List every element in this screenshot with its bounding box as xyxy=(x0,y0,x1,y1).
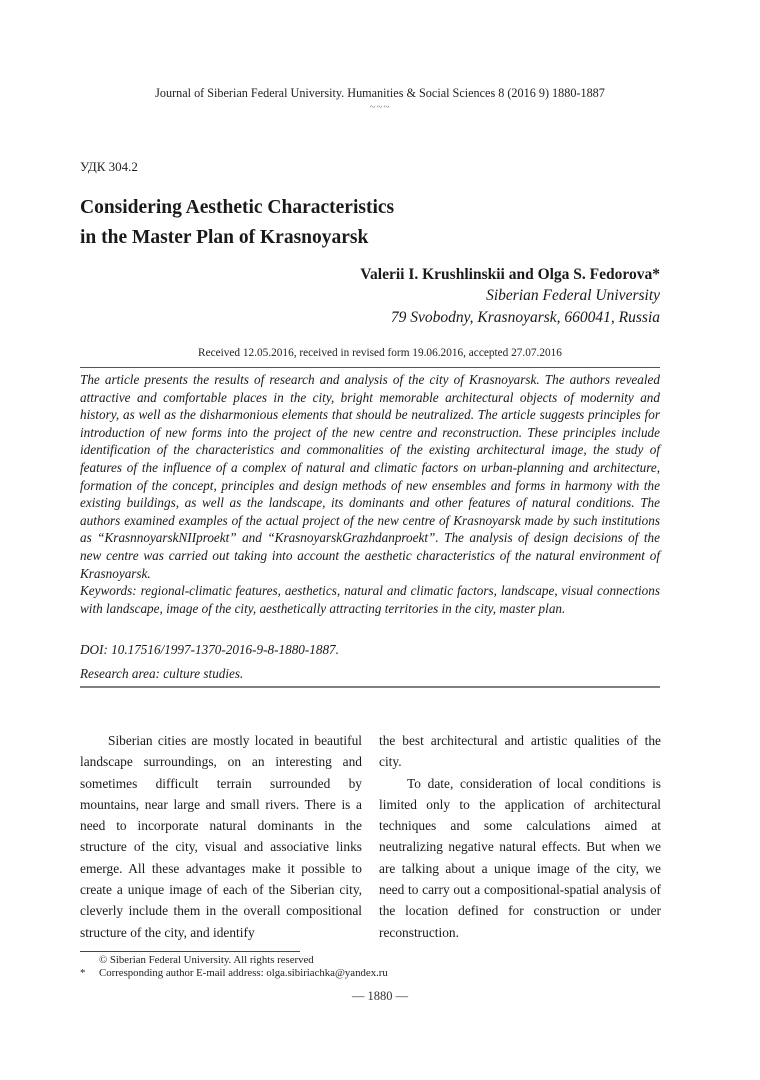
body-column-left xyxy=(80,730,362,943)
abstract: The article presents the results of research and analysis of the city of Krasnoyarsk. The authors revealed attractive and comfortable places in the city, bright memorable architectural objects of modernity and history, as well as the disharmonious elements that should be neutralized. The article suggests principles for introduction of new forms into the project of the new centre and reconstruction. These principles include identification of the characteristics and commonalities of the existing architectural image, the study of features of the influence of a complex of natural and climatic factors on urban-planning and architecture, formation of the concept, principles and design methods of new ensembles and forms in harmony with the existing buildings, as well as the landscape, its dominants and other features of natural conditions. The authors examined examples of the actual project of the new centre of Krasnoyarsk made by such institutions as “KrasnnoyarskNIIproekt” and “KrasnoyarskGrazhdanproekt”. The analysis of design decisions of the new centre was carried out taking into account the aesthetic characteristics of the natural environment of Krasnoyarsk. xyxy=(80,372,660,581)
footnote-rule xyxy=(80,951,300,952)
affiliation: Siberian Federal University xyxy=(486,287,660,304)
body-column-right xyxy=(379,730,661,943)
page-number: — 1880 — xyxy=(351,989,409,1003)
title-line-1: Considering Aesthetic Characteristics xyxy=(80,197,395,218)
abstract-top-rule xyxy=(80,367,660,368)
title-line-2: in the Master Plan of Krasnoyarsk xyxy=(80,227,369,248)
footnote-asterisk: * xyxy=(80,967,86,979)
keywords: Keywords: regional-climatic features, aesthetics, natural and climatic factors, landscape, visual connections with landscape, image of the city, aesthetically attracting territories in the city, master plan. xyxy=(80,583,660,616)
udk-code: УДК 304.2 xyxy=(80,159,138,174)
authors: Valerii I. Krushlinskii and Olga S. Fedorova* xyxy=(360,266,660,283)
body-paragraph: To date, consideration of local conditions is limited only to the application of architectural techniques and some calculations aimed at neutralizing negative natural effects. But when we are talking about a unique image of the city, we need to carry out a compositional-spatial analysis of the location defined for construction or under reconstruction. xyxy=(379,775,661,940)
corresponding-author-footnote: Corresponding author E-mail address: olga.sibiriachka@yandex.ru xyxy=(99,967,388,979)
article-title xyxy=(80,193,394,253)
copyright-footnote: © Siberian Federal University. All rights reserved xyxy=(99,954,314,966)
address: 79 Svobodny, Krasnoyarsk, 660041, Russia xyxy=(390,309,660,326)
body-paragraph: Siberian cities are mostly located in beautiful landscape surroundings, on an interesting and sometimes difficult terrain surrounded by mountains, near large and small rivers. There is a need to incorporate natural dominants in the structure of the city, visual and associative links emerge. All these advantages make it possible to create a unique image of each of the Siberian city, cleverly include them in the overall compositional structure of the city, and identify xyxy=(80,733,362,940)
body-paragraph: the best architectural and artistic qualities of the city. xyxy=(379,733,661,770)
header-ornament: ~~~ xyxy=(369,101,391,113)
running-head: Journal of Siberian Federal University. Humanities & Social Sciences 8 (2016 9) 1880-1887 xyxy=(155,86,605,100)
doi: DOI: 10.17516/1997-1370-2016-9-8-1880-1887. xyxy=(80,642,339,657)
abstract-bottom-rule xyxy=(80,686,660,688)
research-area: Research area: culture studies. xyxy=(80,666,244,681)
received-dates: Received 12.05.2016, received in revised form 19.06.2016, accepted 27.07.2016 xyxy=(198,347,562,359)
